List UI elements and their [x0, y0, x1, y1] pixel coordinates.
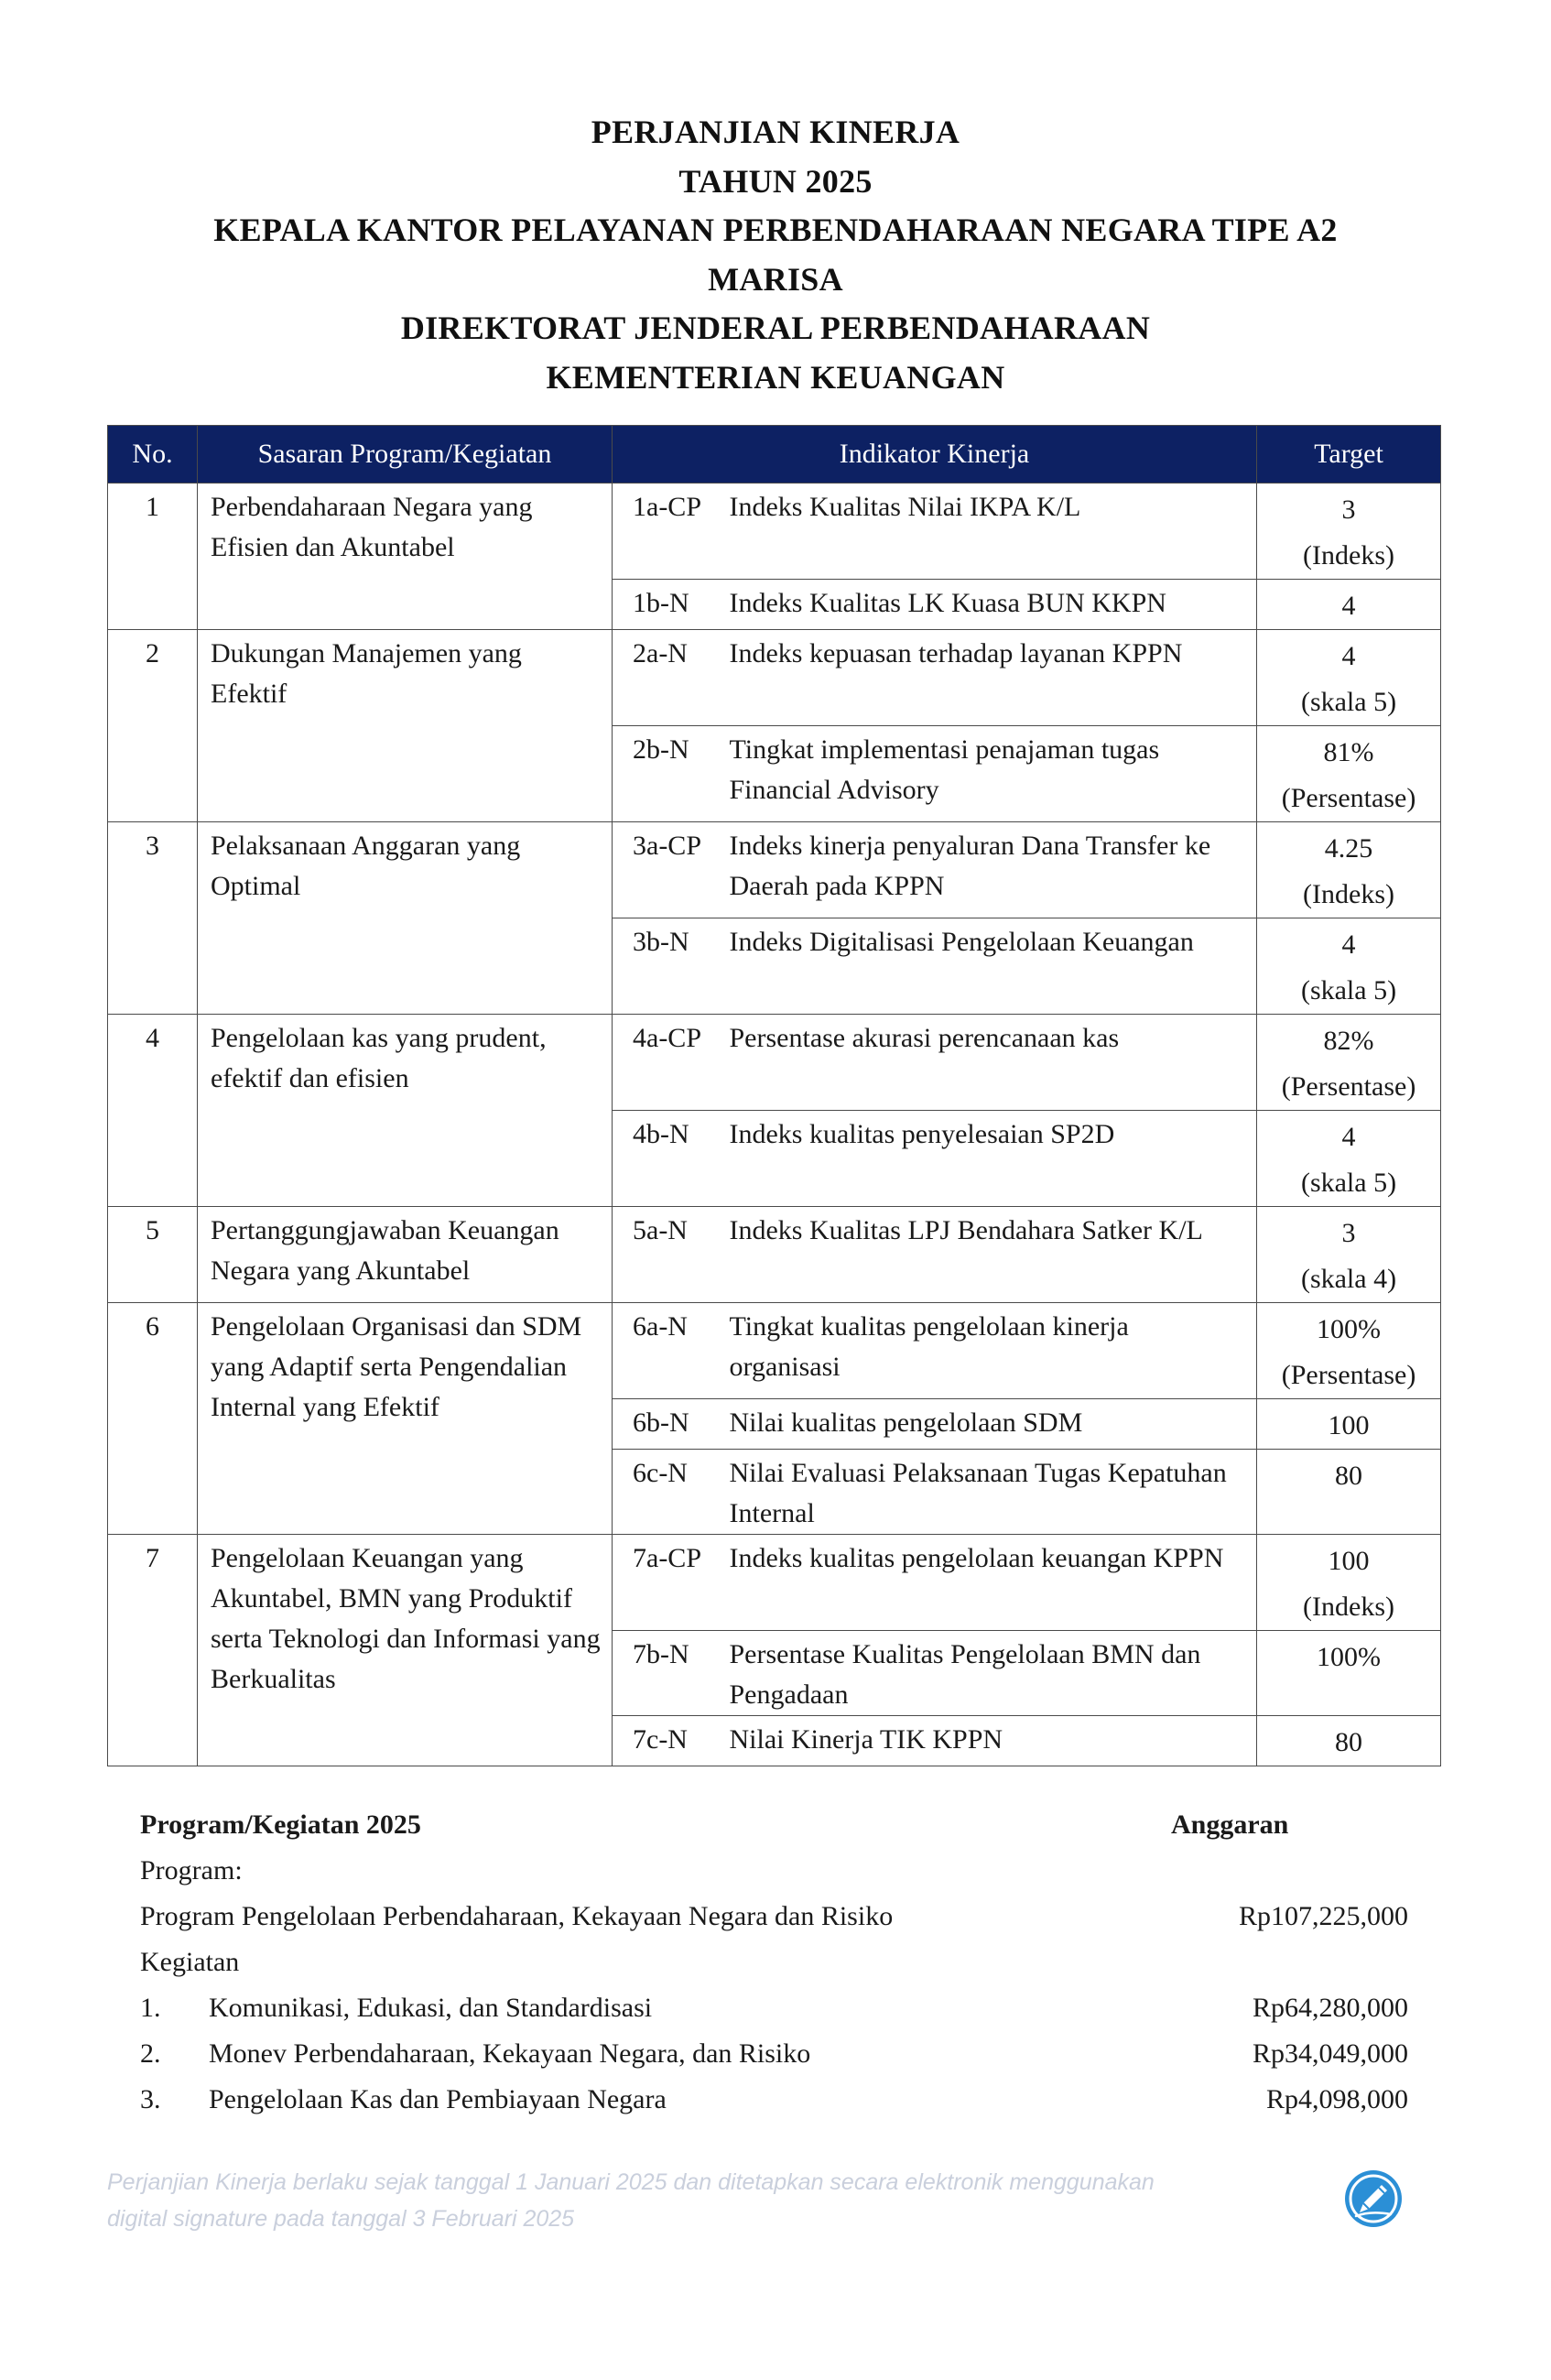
table-header-row	[108, 426, 1441, 484]
target-cell	[1257, 1303, 1441, 1399]
target-unit: (Persentase)	[1281, 1360, 1416, 1390]
indicator-code: 7a-CP	[613, 1535, 730, 1631]
kegiatan-number: 1.	[140, 1993, 161, 2023]
indicator-text: Nilai kualitas pengelolaan SDM	[730, 1399, 1257, 1450]
target-unit: (skala 5)	[1300, 687, 1397, 717]
indicator-text: Indeks kualitas penyelesaian SP2D	[730, 1111, 1257, 1207]
target-value: 100	[1328, 1410, 1370, 1440]
target-value: 100%	[1317, 1314, 1382, 1344]
table-row	[108, 822, 1441, 918]
target-cell	[1257, 1111, 1441, 1207]
kegiatan-label: Kegiatan	[140, 1947, 240, 1977]
target-cell	[1257, 822, 1441, 918]
title-line-6: KEMENTERIAN KEUANGAN	[546, 358, 1005, 396]
program-row	[140, 1894, 1408, 1940]
kegiatan-label-row	[140, 1940, 1408, 1985]
indicator-code: 3a-CP	[613, 822, 730, 918]
sasaran-cell: Pengelolaan Organisasi dan SDM yang Adaptif serta Pengendalian Internal yang Efektif	[198, 1303, 613, 1535]
header-target: Target	[1257, 426, 1441, 484]
indicator-text: Nilai Kinerja TIK KPPN	[730, 1716, 1257, 1766]
indicator-text: Indeks kualitas pengelolaan keuangan KPPN	[730, 1535, 1257, 1631]
indicator-text: Persentase akurasi perencanaan kas	[730, 1015, 1257, 1111]
row-number: 7	[108, 1535, 198, 1766]
program-label-row	[140, 1848, 1408, 1894]
target-unit: (skala 4)	[1300, 1264, 1397, 1294]
target-cell	[1257, 1716, 1441, 1766]
indicator-code: 1a-CP	[613, 484, 730, 580]
signature-note	[107, 2164, 1297, 2237]
indicator-text: Nilai Evaluasi Pelaksanaan Tugas Kepatuhan Internal	[730, 1450, 1257, 1535]
target-unit: (Persentase)	[1281, 783, 1416, 813]
target-value: 4	[1341, 591, 1356, 621]
table-row	[108, 1207, 1441, 1303]
title-line-2: TAHUN 2025	[678, 162, 873, 200]
row-number: 1	[108, 484, 198, 630]
kegiatan-amount: Rp34,049,000	[1252, 2038, 1408, 2069]
indicator-code: 6a-N	[613, 1303, 730, 1399]
indicator-code: 3b-N	[613, 918, 730, 1015]
kegiatan-name: Pengelolaan Kas dan Pembiayaan Negara	[209, 2084, 667, 2114]
target-value: 100%	[1317, 1642, 1382, 1672]
table-row	[108, 1535, 1441, 1631]
kegiatan-row	[140, 1985, 1408, 2031]
target-unit: (Persentase)	[1281, 1071, 1416, 1102]
kegiatan-row	[140, 2031, 1408, 2077]
table-row	[108, 484, 1441, 580]
indicator-code: 4b-N	[613, 1111, 730, 1207]
sasaran-cell: Pengelolaan Keuangan yang Akuntabel, BMN yang Produktif serta Teknologi dan Informasi yang Berkualitas	[198, 1535, 613, 1766]
target-value: 4.25	[1324, 833, 1373, 864]
target-value: 80	[1335, 1461, 1363, 1491]
target-unit: (Indeks)	[1303, 1592, 1394, 1622]
target-unit: (Indeks)	[1303, 879, 1394, 909]
target-cell	[1257, 630, 1441, 726]
program-heading-row	[140, 1802, 1408, 1848]
title-line-1: PERJANJIAN KINERJA	[591, 114, 960, 150]
indicator-text: Indeks kepuasan terhadap layanan KPPN	[730, 630, 1257, 726]
target-unit: (skala 5)	[1300, 1168, 1397, 1198]
target-cell	[1257, 1631, 1441, 1716]
row-number: 6	[108, 1303, 198, 1535]
kegiatan-number: 2.	[140, 2038, 161, 2069]
title-line-3: KEPALA KANTOR PELAYANAN PERBENDAHARAAN NEGARA TIPE A2	[213, 212, 1338, 248]
title-line-5: DIREKTORAT JENDERAL PERBENDAHARAAN	[400, 310, 1151, 346]
target-value: 80	[1335, 1727, 1363, 1757]
target-value: 4	[1341, 1122, 1356, 1152]
indicator-code: 5a-N	[613, 1207, 730, 1303]
kegiatan-amount: Rp64,280,000	[1252, 1993, 1408, 2023]
kegiatan-amount: Rp4,098,000	[1265, 2084, 1408, 2114]
target-cell	[1257, 1535, 1441, 1631]
indicator-text: Persentase Kualitas Pengelolaan BMN dan Pengadaan	[730, 1631, 1257, 1716]
indicator-code: 4a-CP	[613, 1015, 730, 1111]
target-value: 4	[1341, 929, 1356, 960]
row-number: 2	[108, 630, 198, 822]
title-line-4: MARISA	[708, 260, 843, 298]
indicator-code: 7c-N	[613, 1716, 730, 1766]
sasaran-cell: Dukungan Manajemen yang Efektif	[198, 630, 613, 822]
sasaran-cell: Pertanggungjawaban Keuangan Negara yang Akuntabel	[198, 1207, 613, 1303]
target-value: 81%	[1323, 737, 1374, 767]
indicator-code: 1b-N	[613, 580, 730, 630]
program-name: Program Pengelolaan Perbendaharaan, Kekayaan Negara dan Risiko	[140, 1901, 894, 1931]
sasaran-cell: Pengelolaan kas yang prudent, efektif dan efisien	[198, 1015, 613, 1207]
program-label: Program:	[140, 1855, 243, 1886]
indicator-text: Indeks kinerja penyaluran Dana Transfer ke Daerah pada KPPN	[730, 822, 1257, 918]
header-sasaran: Sasaran Program/Kegiatan	[198, 426, 613, 484]
target-cell	[1257, 1015, 1441, 1111]
indicator-code: 6c-N	[613, 1450, 730, 1535]
table-row	[108, 630, 1441, 726]
header-no: No.	[108, 426, 198, 484]
target-cell	[1257, 1399, 1441, 1450]
target-value: 100	[1328, 1546, 1370, 1576]
kegiatan-row	[140, 2077, 1408, 2123]
program-section	[140, 1802, 1408, 2123]
sasaran-cell: Pelaksanaan Anggaran yang Optimal	[198, 822, 613, 1015]
indicator-text: Tingkat kualitas pengelolaan kinerja organisasi	[730, 1303, 1257, 1399]
target-value: 82%	[1323, 1026, 1374, 1056]
signature-note-line-2: digital signature pada tanggal 3 Februari 2025	[107, 2206, 575, 2232]
target-cell	[1257, 1207, 1441, 1303]
pen-signature-icon	[1343, 2168, 1404, 2229]
target-cell	[1257, 484, 1441, 580]
indicator-code: 2a-N	[613, 630, 730, 726]
indicator-text: Indeks Kualitas Nilai IKPA K/L	[730, 484, 1257, 580]
program-amount: Rp107,225,000	[1238, 1901, 1408, 1931]
indicator-code: 6b-N	[613, 1399, 730, 1450]
kegiatan-name: Monev Perbendaharaan, Kekayaan Negara, dan Risiko	[209, 2038, 811, 2069]
target-unit: (skala 5)	[1300, 975, 1397, 1005]
indicator-code: 2b-N	[613, 726, 730, 822]
row-number: 5	[108, 1207, 198, 1303]
header-indikator: Indikator Kinerja	[613, 426, 1257, 484]
row-number: 4	[108, 1015, 198, 1207]
target-cell	[1257, 1450, 1441, 1535]
document-title	[0, 108, 1551, 402]
target-value: 3	[1341, 494, 1356, 525]
target-cell	[1257, 918, 1441, 1015]
kegiatan-number: 3.	[140, 2084, 161, 2114]
target-unit: (Indeks)	[1303, 540, 1394, 571]
table-body	[108, 484, 1441, 1766]
indicator-text: Indeks Kualitas LPJ Bendahara Satker K/L	[730, 1207, 1257, 1303]
kegiatan-name: Komunikasi, Edukasi, dan Standardisasi	[209, 1993, 653, 2023]
table-row	[108, 1015, 1441, 1111]
target-value: 4	[1341, 641, 1356, 671]
signature-note-line-1: Perjanjian Kinerja berlaku sejak tanggal 1 Januari 2025 dan ditetapkan secara elektronik menggunakan	[107, 2169, 1155, 2195]
indicator-code: 7b-N	[613, 1631, 730, 1716]
indicator-text: Indeks Digitalisasi Pengelolaan Keuangan	[730, 918, 1257, 1015]
target-value: 3	[1341, 1218, 1356, 1248]
performance-table	[107, 425, 1441, 1766]
row-number: 3	[108, 822, 198, 1015]
anggaran-heading: Anggaran	[1171, 1809, 1289, 1840]
table-row	[108, 1303, 1441, 1399]
target-cell	[1257, 580, 1441, 630]
indicator-text: Indeks Kualitas LK Kuasa BUN KKPN	[730, 580, 1257, 630]
program-heading: Program/Kegiatan 2025	[140, 1809, 421, 1840]
sasaran-cell: Perbendaharaan Negara yang Efisien dan Akuntabel	[198, 484, 613, 630]
target-cell	[1257, 726, 1441, 822]
indicator-text: Tingkat implementasi penajaman tugas Financial Advisory	[730, 726, 1257, 822]
